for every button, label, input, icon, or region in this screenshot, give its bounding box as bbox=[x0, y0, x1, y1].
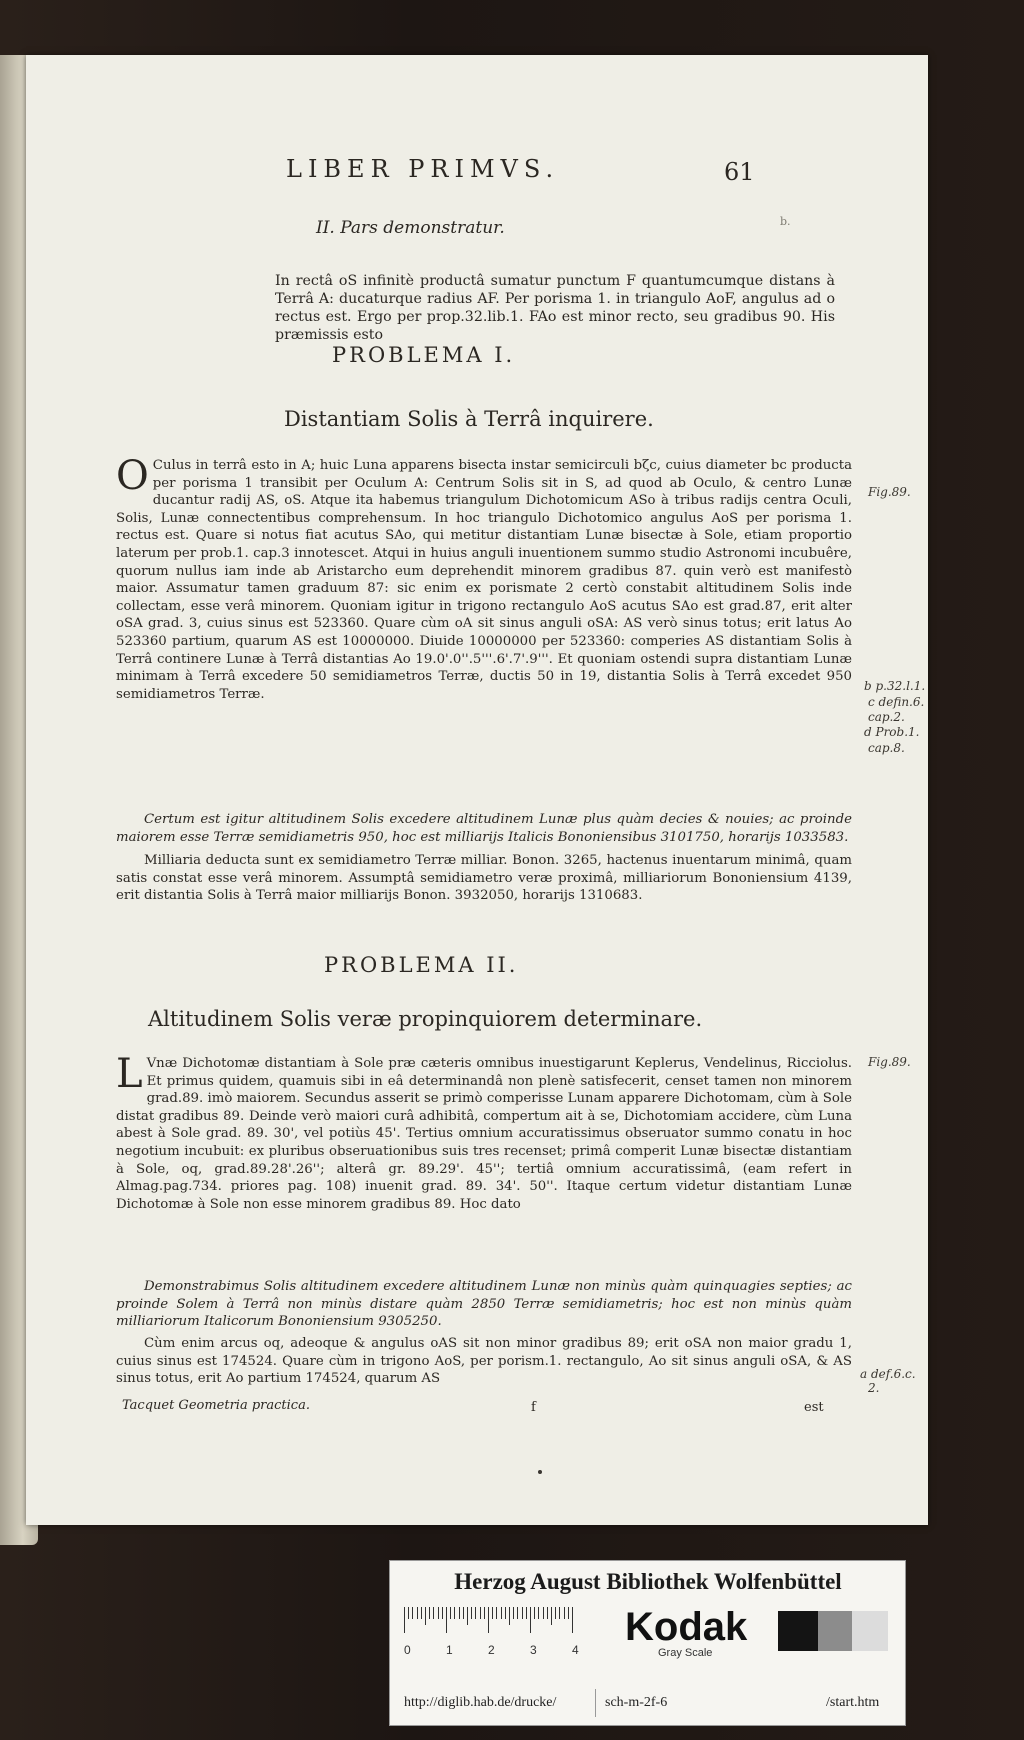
ruler-tick bbox=[433, 1607, 434, 1619]
library-title: Herzog August Bibliothek Wolfenbüttel bbox=[454, 1569, 842, 1594]
ruler-tick bbox=[496, 1607, 497, 1619]
ruler-tick bbox=[564, 1607, 565, 1619]
problem2-text: Vnæ Dichotomæ distantiam à Sole præ cæteris omnibus inuestigarunt Keplerus, Vendelinus, Ricciolus. Et primus quidem, quamuis sibi in eâ determinandâ non plenè satisfecerit, censet tamen non minorem grad.89. imò maiorem. Secundus asserit se primò comperisse Lunam apparere Dichotomam, cùm à Sole distat gradibus 89. Deinde verò maiori curâ adhibitâ, compertum ait à se, Dichotomiam accidere, cùm Luna abest à Sole grad. 89. 30', vel potiùs 45'. Tertius omnium accuratissimus obseruator summo conatu in hoc negotium incubuit: ex pluribus obseruationibus suis tres recenset; primâ comperit Lunæ bisectæ distantiam à Sole, oq, grad.89.28'.26''; alterâ gr. 89.29'. 45''; tertiâ omnium accuratissimâ, (eam refert in Almag.pag.734. priores pag. 108) inuenit grad. 89. 34'. 50''. Itaque certum videtur distantiam Lunæ Dichotomæ à Sole non esse minorem gradibus 89. Hoc dato bbox=[116, 1056, 853, 1212]
ruler-tick bbox=[551, 1607, 552, 1625]
ruler-tick bbox=[438, 1607, 439, 1619]
problem1-body bbox=[116, 453, 852, 703]
ruler-tick bbox=[446, 1607, 447, 1633]
bleed-through-mark: b. bbox=[780, 215, 791, 228]
problem1-miles: Milliaria deducta sunt ex semidiametro Terræ milliar. Bonon. 3265, hactenus inuentarum minimâ, quam satis constat esse verâ minorem. Assumptâ semidiametro veræ proximâ, milliariorum Bononiensium 4139, erit distantia Solis à Terrâ maior milliarijs Bonon. 3932050, horarijs 1310683. bbox=[116, 853, 852, 904]
ruler-tick bbox=[467, 1607, 468, 1625]
scale-number-4: 4 bbox=[572, 1643, 579, 1657]
section-paragraph: In rectâ oS infinitè productâ sumatur punctum F quantumcumque distans à Terrâ A: ducaturque radius AF. Per porisma 1. in triangulo AoF, angulus ad o rectus est. Ergo per prop.32.lib.1. FAo est minor recto, seu gradibus 90. His præmissis esto bbox=[275, 273, 835, 343]
ruler-tick bbox=[543, 1607, 544, 1619]
dropcap-l: L bbox=[116, 1051, 143, 1097]
library-scan-card bbox=[389, 1560, 906, 1726]
problem1-conclusion: Certum est igitur altitudinem Solis excedere altitudinem Lunæ plus quàm decies & nouies; ac proinde maiorem esse Terræ semidiametris 950, hoc est milliarijs Italicis Bononiensibus 3101750, horarijs 1033583. bbox=[116, 812, 852, 845]
ruler-tick bbox=[530, 1607, 531, 1633]
margin-note-b: b p.32.l.1. bbox=[864, 679, 926, 693]
ruler-tick bbox=[429, 1607, 430, 1619]
margin-note-a: a def.6.c. bbox=[860, 1367, 916, 1381]
url-text: http://diglib.hab.de/drucke/ bbox=[404, 1695, 557, 1710]
problem2-subheading: Altitudinem Solis veræ propinquiorem determinare. bbox=[148, 1007, 703, 1031]
problem2-body bbox=[116, 1051, 853, 1213]
ruler-tick bbox=[488, 1607, 489, 1633]
margin-note-c: c defin.6. bbox=[868, 695, 925, 709]
ruler-tick bbox=[513, 1607, 514, 1619]
margin-note-d2: cap.8. bbox=[868, 741, 905, 755]
section-heading: II. Pars demonstratur. bbox=[316, 218, 505, 238]
ruler-tick bbox=[501, 1607, 502, 1619]
scale-number-1: 1 bbox=[446, 1643, 453, 1657]
ruler-tick bbox=[492, 1607, 493, 1619]
ruler-tick bbox=[517, 1607, 518, 1619]
separator bbox=[595, 1689, 596, 1717]
ruler-tick bbox=[568, 1607, 569, 1619]
ruler-tick bbox=[572, 1607, 573, 1633]
ruler-tick bbox=[505, 1607, 506, 1619]
book-page bbox=[26, 55, 928, 1525]
scale-number-0: 0 bbox=[404, 1643, 411, 1657]
ruler-tick bbox=[484, 1607, 485, 1619]
scale-number-2: 2 bbox=[488, 1643, 495, 1657]
swatch-black bbox=[778, 1611, 818, 1651]
gray-scale-label: Gray Scale bbox=[658, 1647, 713, 1659]
ruler-tick bbox=[408, 1607, 409, 1619]
page-number: 61 bbox=[724, 158, 755, 186]
ruler-tick bbox=[475, 1607, 476, 1619]
ruler-tick bbox=[425, 1607, 426, 1625]
ruler-tick bbox=[534, 1607, 535, 1619]
swatch-gray bbox=[818, 1611, 852, 1651]
ruler-tick bbox=[450, 1607, 451, 1619]
ruler-tick bbox=[555, 1607, 556, 1619]
dropcap-o: O bbox=[116, 453, 149, 499]
signature-mark: f bbox=[531, 1400, 536, 1415]
ruler-scale bbox=[404, 1607, 590, 1633]
footer-note: Tacquet Geometria practica. bbox=[122, 1398, 310, 1413]
margin-note-fig2: Fig.89. bbox=[868, 1055, 911, 1069]
ruler-tick bbox=[526, 1607, 527, 1619]
ink-speck bbox=[538, 1470, 542, 1474]
scale-number-3: 3 bbox=[530, 1643, 537, 1657]
ruler-tick bbox=[522, 1607, 523, 1619]
ruler-tick bbox=[538, 1607, 539, 1619]
problem1-subheading: Distantiam Solis à Terrâ inquirere. bbox=[284, 407, 654, 431]
margin-note-a2: 2. bbox=[868, 1381, 880, 1395]
margin-note-c2: cap.2. bbox=[868, 710, 905, 724]
ruler-tick bbox=[547, 1607, 548, 1619]
ruler-tick bbox=[417, 1607, 418, 1619]
ruler-tick bbox=[559, 1607, 560, 1619]
margin-note-fig1: Fig.89. bbox=[868, 485, 911, 499]
ruler-tick bbox=[480, 1607, 481, 1619]
ruler-tick bbox=[471, 1607, 472, 1619]
margin-note-d: d Prob.1. bbox=[864, 725, 920, 739]
shelfmark-code: sch-m-2f-6 bbox=[605, 1695, 668, 1710]
problem1-heading: PROBLEMA I. bbox=[332, 343, 516, 367]
ruler-tick bbox=[442, 1607, 443, 1619]
ruler-tick bbox=[459, 1607, 460, 1619]
start-link: /start.htm bbox=[826, 1695, 880, 1710]
kodak-logo: Kodak bbox=[625, 1605, 748, 1649]
ruler-tick bbox=[412, 1607, 413, 1619]
ruler-tick bbox=[404, 1607, 405, 1633]
problem1-text: Culus in terrâ esto in A; huic Luna apparens bisecta instar semicirculi bζc, cuius diameter bc producta per porisma 1 transibit per Oculum A: Centrum Solis sit in S, ad quod ab Oculo, & centro Lunæ ducantur radij AS, oS. Atque ita habemus triangulum Dichotomicum ASo à tribus radijs centra Oculi, Solis, Lunæ connectentibus comprehensum. In hoc triangulo Dichotomico angulus AoS per porisma 1. rectus est. Quare si notus fiat acutus SAo, qui metitur distantiam Lunæ bisectæ à Sole, etiam proportio laterum per prob.1. cap.3 innotescet. Atqui in huius anguli inuentionem summo studio Astronomi incubuêre, quorum nullus iam inde ab Aristarcho eum deprehendit minorem gradibus 87. quin verò est manifestò maior. Assumatur tamen graduum 87: sic enim ex porismate 2 certò constabit altitudinem Solis inde collectam, esse verâ minorem. Quoniam igitur in trigono rectangulo AoS acutus SAo est grad.87, erit alter oSA grad. 3, cuius sinus est 523360. Quare cùm oA sit sinus anguli oSA: AS verò sinus totus; erit latus Ao 523360 partium, quarum AS est 10000000. Diuide 10000000 per 523360: comperies AS distantiam Solis à Terrâ continere Lunæ à Terrâ distantias Ao 19.0'.0''.5'''.6'.7'.9'''. Et quoniam ostendi supra distantiam Lunæ minimam à Terrâ excedere 50 semidiametros Terræ, ductis 50 in 19, distantia Solis à Terrâ excedet 950 semidiametros Terræ. bbox=[116, 458, 852, 702]
ruler-tick bbox=[454, 1607, 455, 1619]
problem2-heading: PROBLEMA II. bbox=[324, 953, 519, 977]
running-head: LIBER PRIMVS. bbox=[286, 155, 560, 183]
problem2-last-paragraph: Cùm enim arcus oq, adeoque & angulus oAS sit non minor gradibus 89; erit oSA non maior gradu 1, cuius sinus est 174524. Quare cùm in trigono AoS, per porism.1. rectangulo, Ao sit sinus anguli oSA, & AS sinus totus, erit Ao partium 174524, quarum AS bbox=[116, 1336, 852, 1387]
catchword: est bbox=[804, 1400, 824, 1415]
ruler-tick bbox=[463, 1607, 464, 1619]
problem2-thesis: Demonstrabimus Solis altitudinem excedere altitudinem Lunæ non minùs quàm quinquagies septies; ac proinde Solem à Terrâ non minùs distare quàm 2850 Terræ semidiametris; hoc est non minùs quàm milliariorum Italicorum Bononiensium 9305250. bbox=[116, 1279, 852, 1330]
ruler-tick bbox=[421, 1607, 422, 1619]
swatch-light bbox=[852, 1611, 888, 1651]
ruler-tick bbox=[509, 1607, 510, 1625]
